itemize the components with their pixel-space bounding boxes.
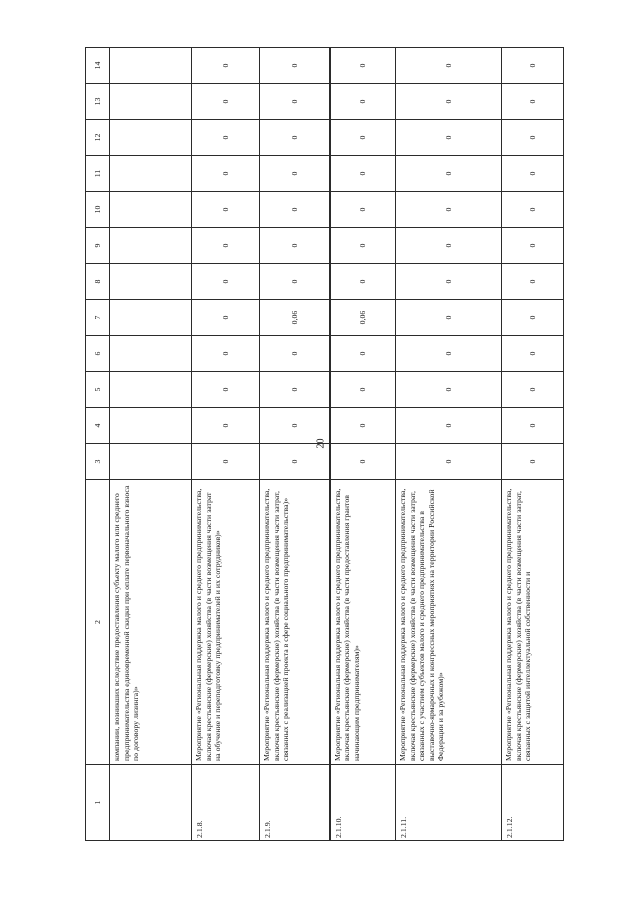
- value-cell: 0: [396, 228, 502, 264]
- header-cell: 12: [86, 120, 110, 156]
- header-row: [86, 48, 110, 841]
- value-cell: [110, 372, 192, 408]
- value-cell: 0,06: [330, 300, 396, 336]
- value-cell: [110, 48, 192, 84]
- header-cell: 13: [86, 84, 110, 120]
- row-description: компании, возникших вследствие предоставления субъекту малого или среднего предпринимательства единовременной скидки при оплате первоначального взноса по договору лизинга)»: [110, 480, 192, 765]
- value-cell: 0: [192, 336, 260, 372]
- value-cell: 0: [260, 372, 330, 408]
- table-row: [260, 48, 330, 841]
- value-cell: 0,06: [260, 300, 330, 336]
- value-cell: 0: [502, 336, 564, 372]
- value-cell: [110, 408, 192, 444]
- value-cell: [110, 228, 192, 264]
- value-cell: 0: [396, 372, 502, 408]
- value-cell: 0: [330, 120, 396, 156]
- value-cell: 0: [260, 192, 330, 228]
- value-cell: 0: [502, 84, 564, 120]
- value-cell: 0: [192, 372, 260, 408]
- value-cell: 0: [260, 120, 330, 156]
- value-cell: 0: [502, 444, 564, 480]
- header-cell: 7: [86, 300, 110, 336]
- header-cell: 6: [86, 336, 110, 372]
- value-cell: 0: [192, 264, 260, 300]
- value-cell: [110, 336, 192, 372]
- value-cell: 0: [502, 48, 564, 84]
- row-description: Мероприятие «Региональная поддержка малого и среднего предпринимательства, включая крестьянские (фермерские) хозяйства (в части возмещения части затрат, связанных с реализацией проекта в сфере социального предпринимательства)»: [260, 480, 330, 765]
- page-number-text: 20: [315, 438, 327, 448]
- value-cell: 0: [396, 48, 502, 84]
- value-cell: 0: [260, 444, 330, 480]
- row-code: [110, 765, 192, 841]
- value-cell: 0: [330, 408, 396, 444]
- value-cell: [110, 84, 192, 120]
- value-cell: 0: [330, 156, 396, 192]
- value-cell: [110, 120, 192, 156]
- value-cell: 0: [260, 264, 330, 300]
- value-cell: 0: [330, 444, 396, 480]
- value-cell: [110, 444, 192, 480]
- value-cell: 0: [502, 372, 564, 408]
- value-cell: 0: [192, 228, 260, 264]
- value-cell: 0: [396, 300, 502, 336]
- header-cell: 2: [86, 480, 110, 765]
- row-code: 2.1.10.: [330, 765, 396, 841]
- value-cell: 0: [260, 84, 330, 120]
- value-cell: [110, 192, 192, 228]
- value-cell: 0: [192, 120, 260, 156]
- value-cell: 0: [192, 192, 260, 228]
- value-cell: 0: [192, 84, 260, 120]
- table-row: [110, 48, 192, 841]
- value-cell: 0: [502, 300, 564, 336]
- header-cell: 8: [86, 264, 110, 300]
- value-cell: 0: [502, 408, 564, 444]
- value-cell: 0: [192, 408, 260, 444]
- header-cell: 1: [86, 765, 110, 841]
- value-cell: 0: [330, 228, 396, 264]
- rotated-table-wrapper: [85, 48, 563, 841]
- value-cell: 0: [396, 264, 502, 300]
- table-row: [396, 48, 502, 841]
- row-description: Мероприятие «Региональная поддержка малого и среднего предпринимательства, включая крестьянские (фермерские) хозяйства (в части предоставления грантов начинающим предпринимателям)»: [330, 480, 396, 765]
- row-code: 2.1.11.: [396, 765, 502, 841]
- row-description: Мероприятие «Региональная поддержка малого и среднего предпринимательства, включая крестьянские (фермерские) хозяйства (в части возмещения части затрат, связанных с защитой интеллектуальной собственности и: [502, 480, 564, 765]
- value-cell: 0: [396, 444, 502, 480]
- value-cell: [110, 300, 192, 336]
- value-cell: 0: [192, 444, 260, 480]
- value-cell: [110, 156, 192, 192]
- value-cell: 0: [260, 408, 330, 444]
- row-description: Мероприятие «Региональная поддержка малого и среднего предпринимательства, включая крестьянские (фермерские) хозяйства (в части возмещения части затрат на обучение и переподготовку предпринимателей и их сотрудников)»: [192, 480, 260, 765]
- value-cell: 0: [192, 300, 260, 336]
- value-cell: 0: [396, 156, 502, 192]
- value-cell: 0: [396, 84, 502, 120]
- value-cell: 0: [192, 48, 260, 84]
- value-cell: [110, 264, 192, 300]
- table-row: [192, 48, 260, 841]
- rotated-table-canvas: [85, 48, 563, 841]
- row-description: Мероприятие «Региональная поддержка малого и среднего предпринимательства, включая крестьянские (фермерские) хозяйства (в части возмещения части затрат, связанных с участием субъектов малого и среднего предпринимательства в выставочно-ярмарочных и конгрессных мероприятиях на территории Российской Федерации и за рубежом)»: [396, 480, 502, 765]
- row-code: 2.1.12.: [502, 765, 564, 841]
- value-cell: 0: [396, 336, 502, 372]
- value-cell: 0: [330, 264, 396, 300]
- value-cell: 0: [330, 48, 396, 84]
- value-cell: 0: [330, 192, 396, 228]
- header-cell: 14: [86, 48, 110, 84]
- value-cell: 0: [396, 120, 502, 156]
- row-code: 2.1.9.: [260, 765, 330, 841]
- value-cell: 0: [502, 228, 564, 264]
- value-cell: 0: [396, 192, 502, 228]
- value-cell: 0: [330, 336, 396, 372]
- value-cell: 0: [502, 120, 564, 156]
- value-cell: 0: [192, 156, 260, 192]
- header-cell: 11: [86, 156, 110, 192]
- header-cell: 5: [86, 372, 110, 408]
- header-cell: 10: [86, 192, 110, 228]
- table-row: [330, 48, 396, 841]
- value-cell: 0: [502, 156, 564, 192]
- value-cell: 0: [502, 192, 564, 228]
- value-cell: 0: [260, 228, 330, 264]
- value-cell: 0: [330, 372, 396, 408]
- header-cell: 9: [86, 228, 110, 264]
- program-funding-table: [85, 47, 564, 841]
- table-row: [502, 48, 564, 841]
- value-cell: 0: [502, 264, 564, 300]
- header-cell: 4: [86, 408, 110, 444]
- value-cell: 0: [396, 408, 502, 444]
- header-cell: 3: [86, 444, 110, 480]
- value-cell: 0: [260, 156, 330, 192]
- value-cell: 0: [260, 48, 330, 84]
- value-cell: 0: [260, 336, 330, 372]
- row-code: 2.1.8.: [192, 765, 260, 841]
- value-cell: 0: [330, 84, 396, 120]
